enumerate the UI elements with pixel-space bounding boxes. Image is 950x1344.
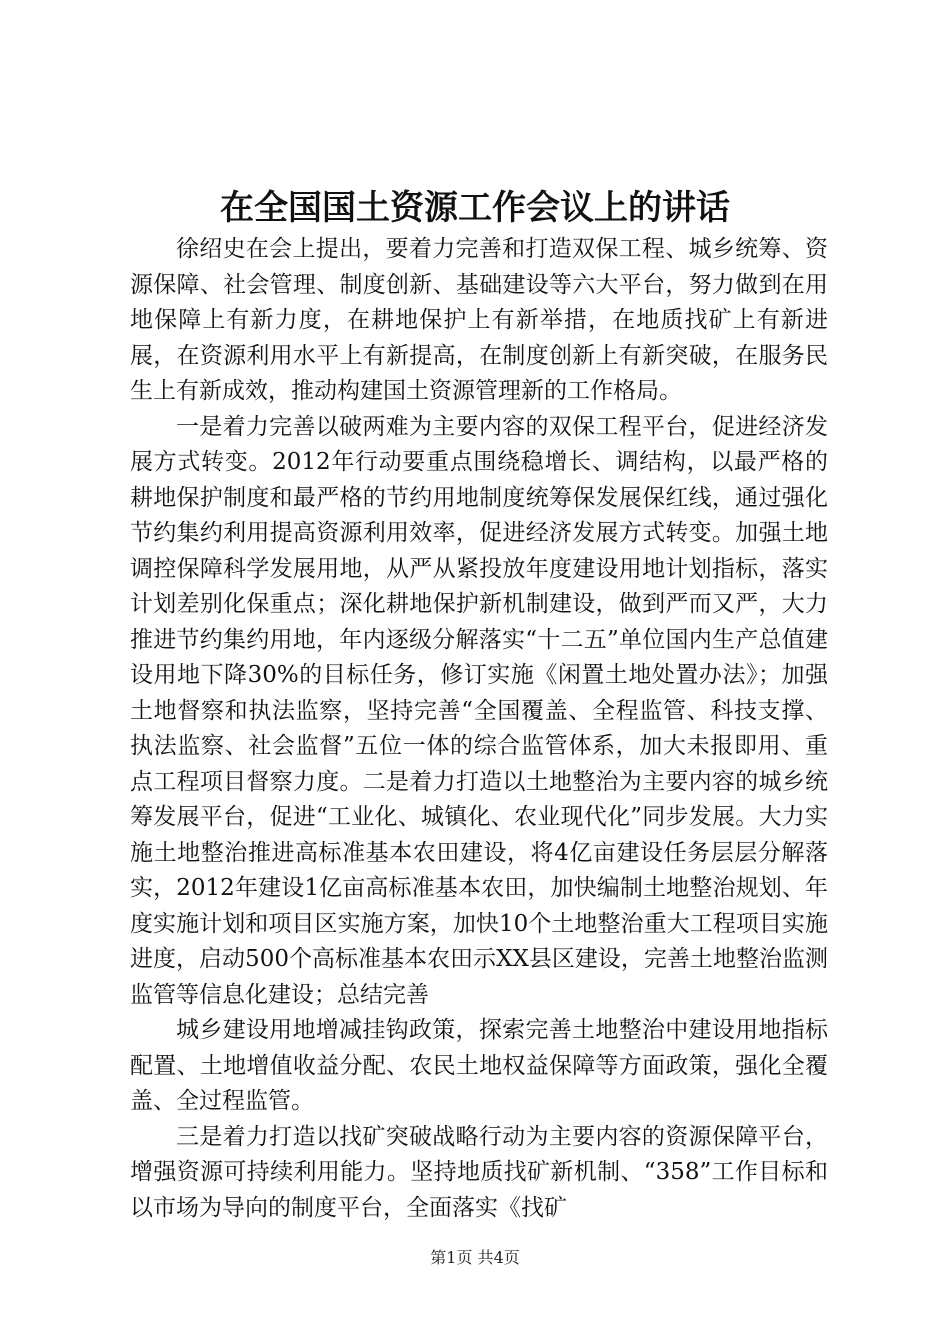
page-prefix: 第: [430, 1248, 447, 1267]
document-body: [130, 232, 828, 1226]
paragraph: 徐绍史在会上提出，要着力完善和打造双保工程、城乡统筹、资源保障、社会管理、制度创新、基础建设等六大平台，努力做到在用地保障上有新力度，在耕地保护上有新举措，在地质找矿上有新进展，在资源利用水平上有新提高，在制度创新上有新突破，在服务民生上有新成效，推动构建国土资源管理新的工作格局。: [130, 236, 828, 404]
paragraph: 城乡建设用地增减挂钩政策，探索完善土地整治中建设用地指标配置、土地增值收益分配、农民土地权益保障等方面政策，强化全覆盖、全过程监管。: [130, 1017, 828, 1114]
page-footer: [0, 1247, 950, 1269]
paragraph: 一是着力完善以破两难为主要内容的双保工程平台，促进经济发展方式转变。2012年行动要重点围绕稳增长、调结构，以最严格的耕地保护制度和最严格的节约用地制度统筹保发展保红线，通过强化节约集约利用提高资源利用效率，促进经济发展方式转变。加强土地调控保障科学发展用地，从严从紧投放年度建设用地计划指标，落实计划差别化保重点；深化耕地保护新机制建设，做到严而又严，大力推进节约集约用地，年内逐级分解落实“十二五”单位国内生产总值建设用地下降30%的目标任务，修订实施《闲置土地处置办法》；加强土地督察和执法监察，坚持完善“全国覆盖、全程监管、科技支撑、执法监察、社会监督”五位一体的综合监管体系，加大未报即用、重点工程项目督察力度。二是着力打造以土地整治为主要内容的城乡统筹发展平台，促进“工业化、城镇化、农业现代化”同步发展。大力实施土地整治推进高标准基本农田建设，将4亿亩建设任务层层分解落实，2012年建设1亿亩高标准基本农田，加快编制土地整治规划、年度实施计划和项目区实施方案，加快10个土地整治重大工程项目实施进度，启动500个高标准基本农田示XX县区建设，完善土地整治监测监管等信息化建设；总结完善: [130, 413, 828, 1008]
page-number: 1: [446, 1248, 457, 1267]
total-suffix: 页: [503, 1248, 520, 1267]
page-total: 4: [493, 1248, 504, 1267]
page-suffix: 页: [456, 1248, 473, 1267]
document-title: 在全国国土资源工作会议上的讲话: [220, 188, 730, 228]
total-prefix: 共: [477, 1248, 494, 1267]
paragraph: 三是着力打造以找矿突破战略行动为主要内容的资源保障平台，增强资源可持续利用能力。坚持地质找矿新机制、“358”工作目标和以市场为导向的制度平台，全面落实《找矿: [130, 1123, 828, 1221]
